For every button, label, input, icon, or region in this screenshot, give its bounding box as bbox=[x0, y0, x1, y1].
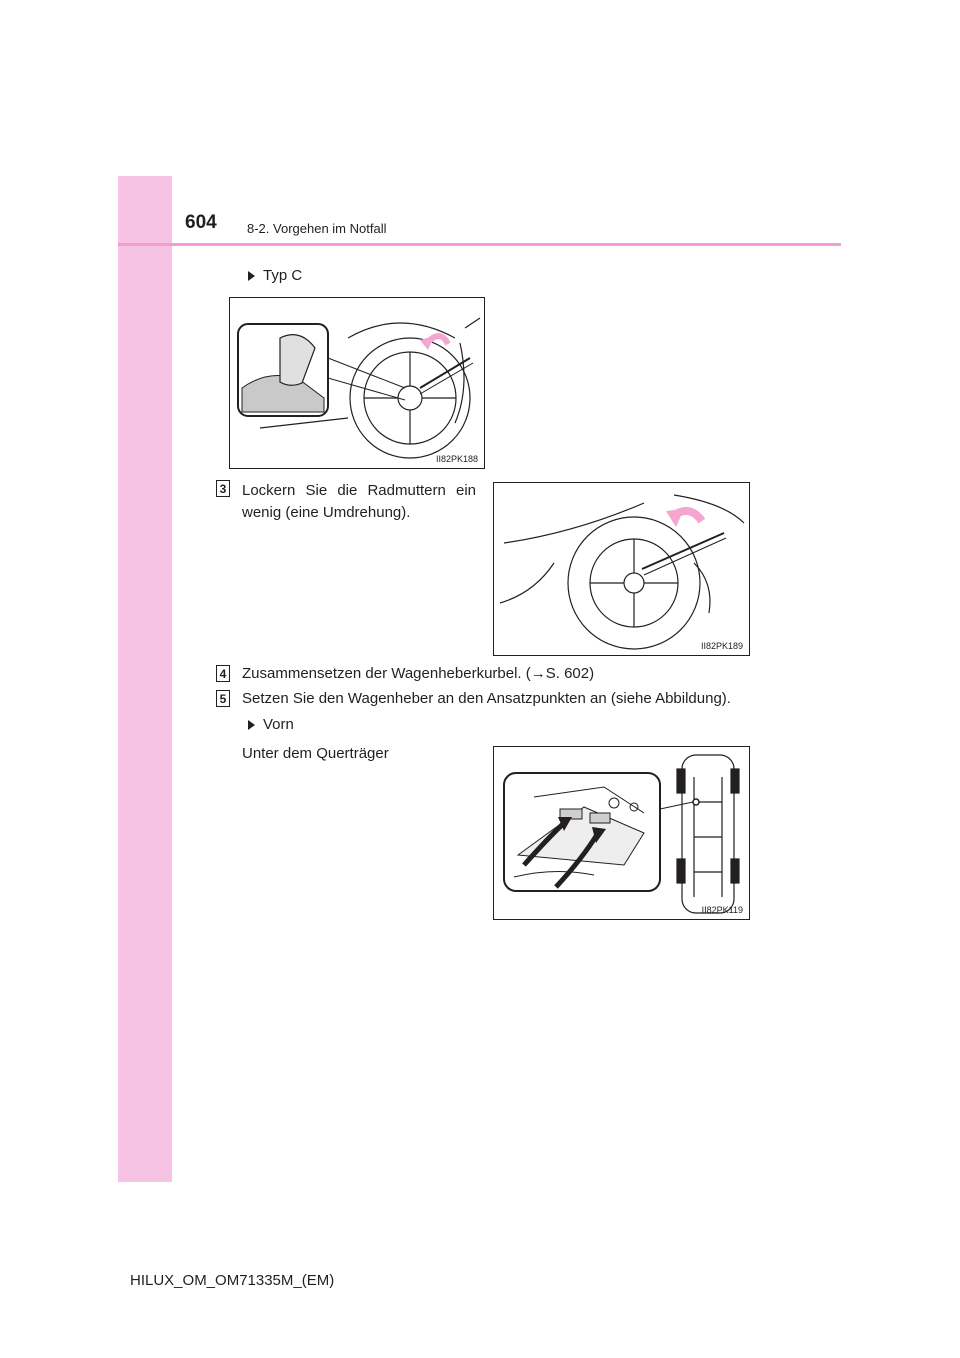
step-number-badge: 4 bbox=[216, 665, 230, 682]
figure-code: II82PK189 bbox=[700, 641, 743, 651]
footer-doc-id: HILUX_OM_OM71335M_(EM) bbox=[130, 1272, 335, 1289]
type-c-label: Typ C bbox=[263, 267, 303, 284]
loosen-nuts-illustration bbox=[494, 483, 750, 656]
bullet-triangle-icon bbox=[248, 271, 255, 281]
step4-text: Zusammensetzen der Wagenheberkurbel. (→S. 602) bbox=[242, 665, 595, 682]
step3-text-line2: wenig (eine Umdrehung). bbox=[242, 504, 411, 521]
front-label: Vorn bbox=[263, 716, 294, 733]
figure-code: II82PK188 bbox=[435, 454, 478, 464]
header-rule bbox=[118, 243, 841, 246]
wheel-closeup-illustration bbox=[230, 298, 485, 469]
sidebar-tab bbox=[118, 176, 172, 1182]
jack-point-illustration bbox=[494, 747, 750, 920]
step5-text: Setzen Sie den Wagenheber an den Ansatzpunkten an (siehe Abbildung). bbox=[242, 690, 731, 707]
step-number-badge: 5 bbox=[216, 690, 230, 707]
step-number-badge: 3 bbox=[216, 480, 230, 497]
bullet-triangle-icon bbox=[248, 720, 255, 730]
step3-text-line1: Lockern Sie die Radmuttern ein bbox=[242, 482, 476, 499]
under-crossmember-label: Unter dem Querträger bbox=[242, 745, 389, 762]
figure-loosen-nuts bbox=[493, 482, 750, 656]
page-number: 604 bbox=[185, 212, 217, 233]
figure-jack-point bbox=[493, 746, 750, 920]
figure-code: II82PK119 bbox=[701, 905, 743, 915]
figure-wheel-closeup bbox=[229, 297, 485, 469]
section-title: 8-2. Vorgehen im Notfall bbox=[247, 221, 387, 236]
